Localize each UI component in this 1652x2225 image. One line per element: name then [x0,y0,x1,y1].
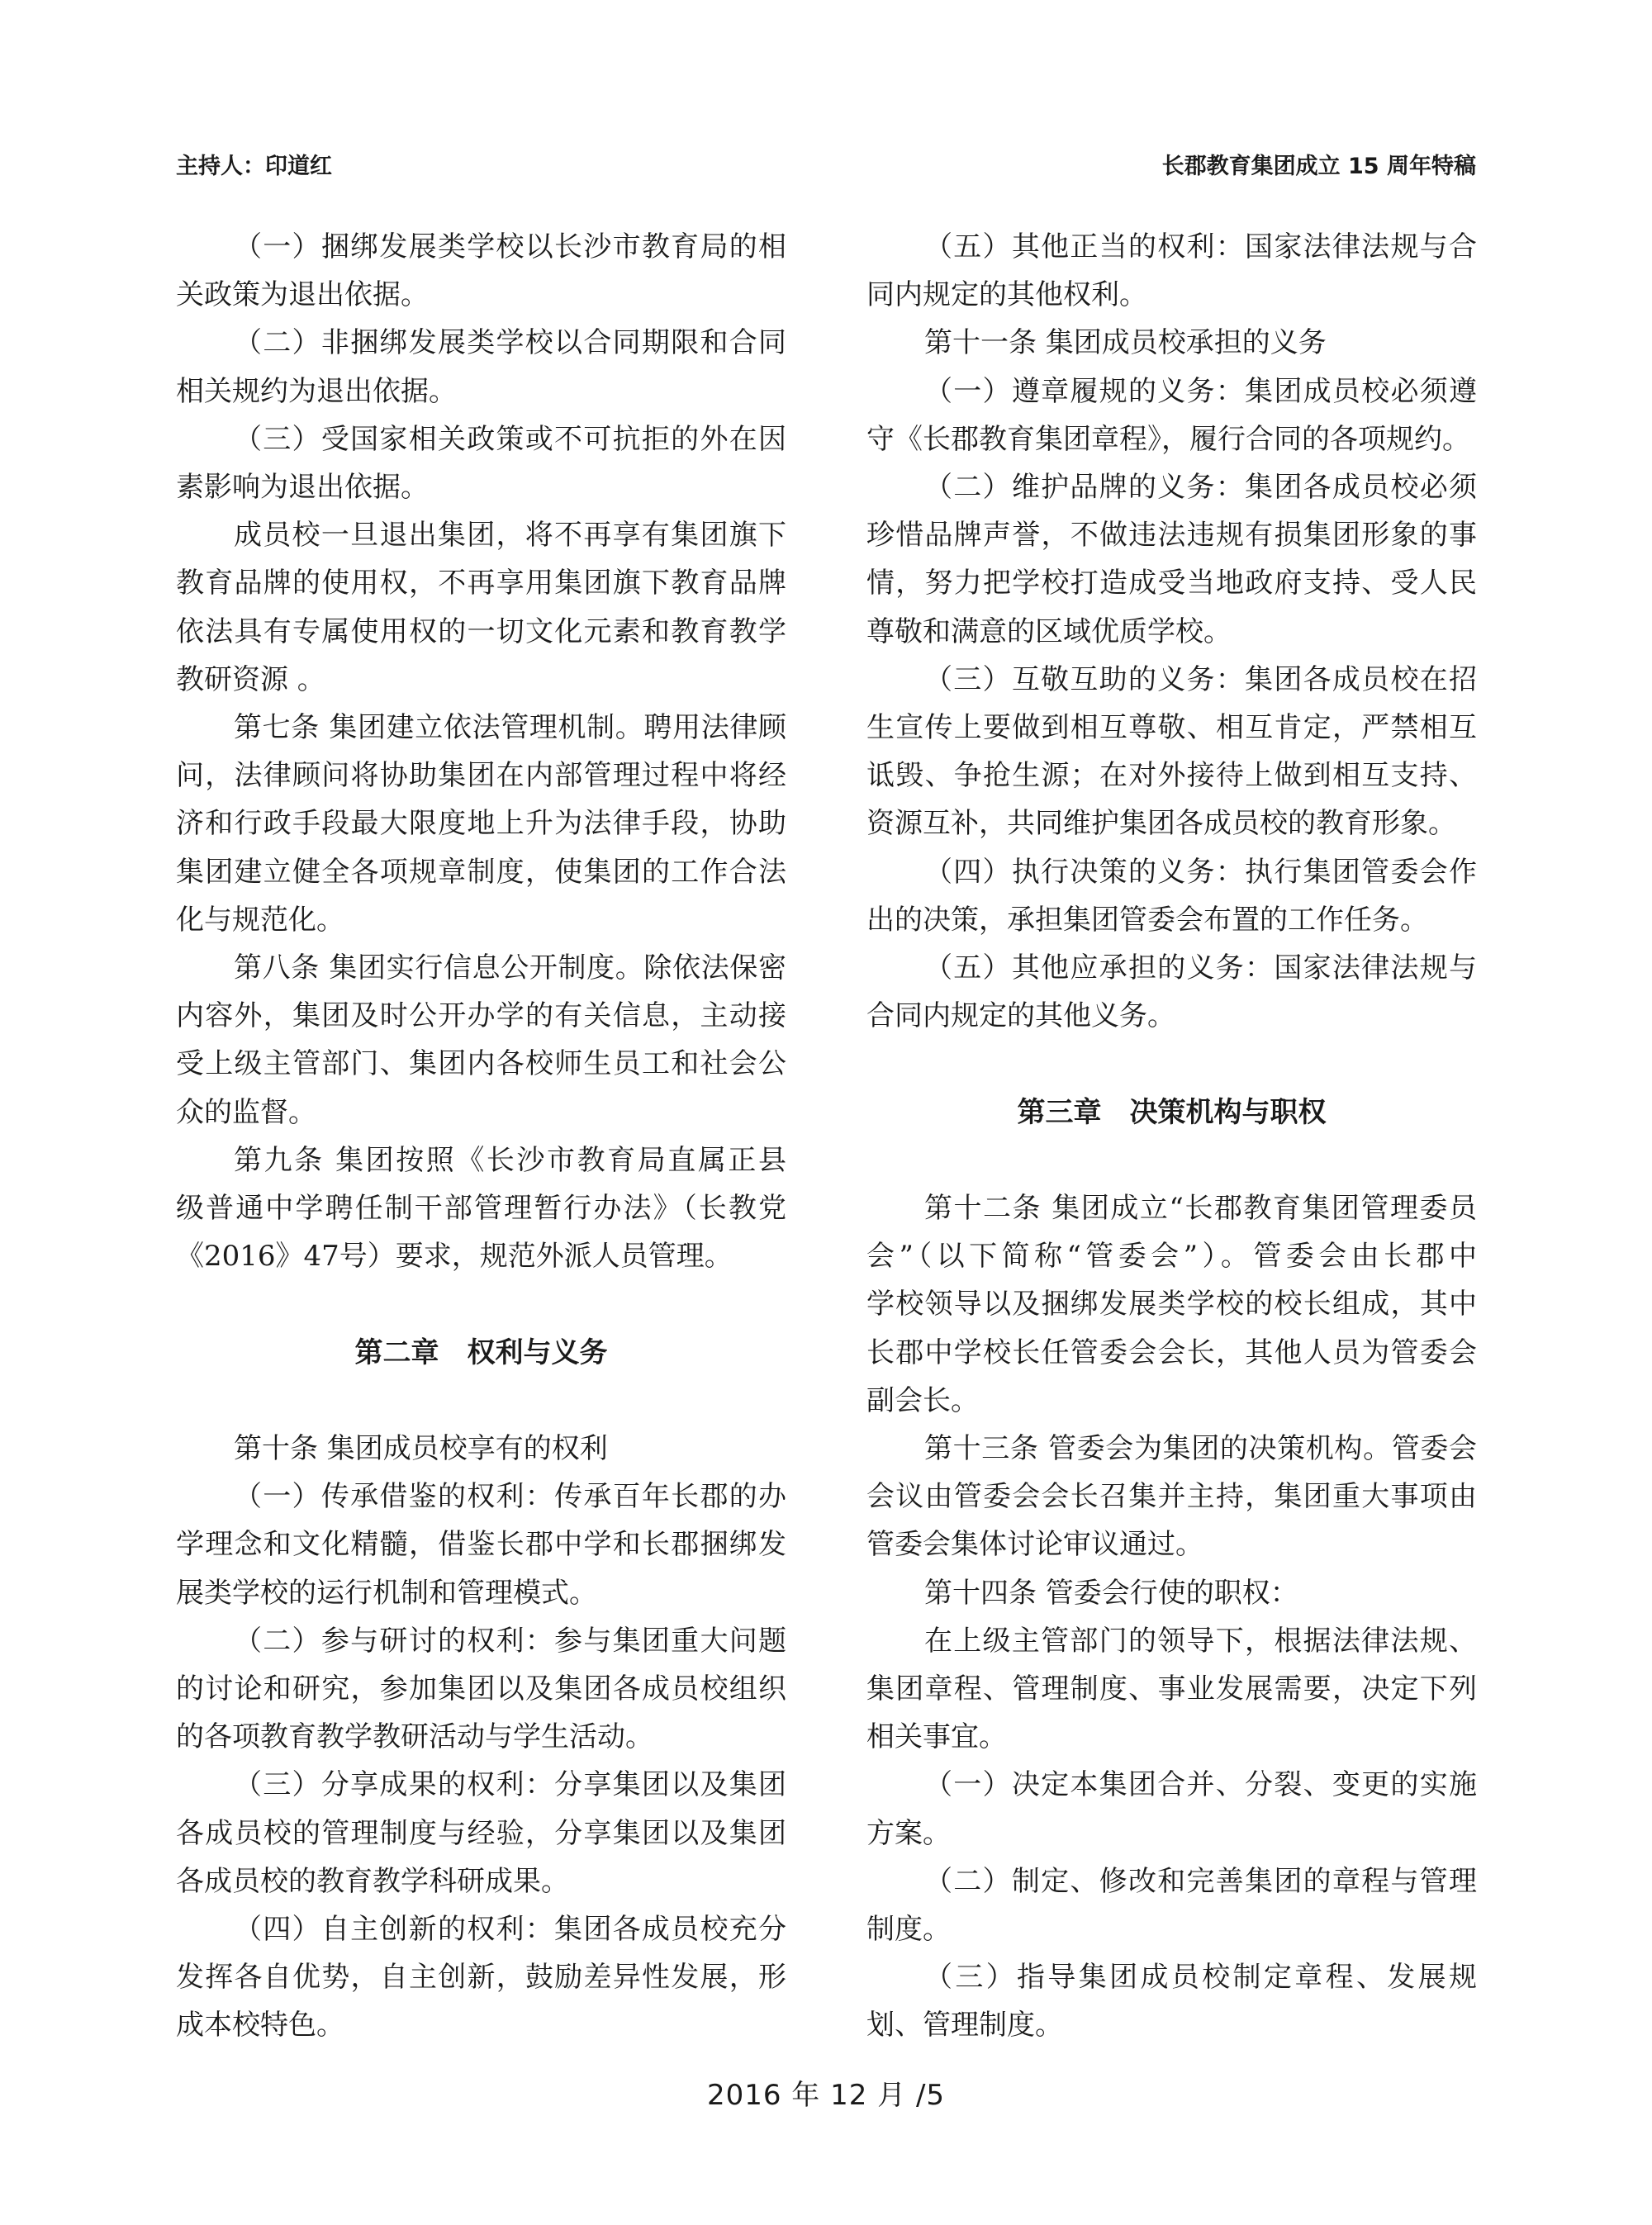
text-line: 教育品牌的使用权，不再享用集团旗下教育品牌 [176,567,786,600]
text-line: 出的决策，承担集团管委会布置的工作任务。 [866,903,1428,937]
text-line: 守《长郡教育集团章程》，履行合同的各项规约。 [866,422,1470,456]
text-line: 诋毁、争抢生源；在对外接待上做到相互支持、 [866,759,1477,793]
text-line: 制度。 [866,1913,951,1946]
text-line: 教研资源 。 [176,662,325,696]
text-line: （一）传承借鉴的权利：传承百年长郡的办 [234,1480,786,1514]
text-line: 问，法律顾问将协助集团在内部管理过程中将经 [176,759,786,793]
text-line: 第九条 集团按照《长沙市教育局直属正县 [234,1143,786,1177]
text-line: 众的监督。 [176,1095,316,1129]
text-line: （四）执行决策的义务：执行集团管委会作 [924,855,1477,889]
text-line: 《2016》47号）要求，规范外派人员管理。 [176,1240,733,1274]
text-line: （三）互敬互助的义务：集团各成员校在招 [924,662,1477,696]
text-line: 内容外，集团及时公开办学的有关信息，主动接 [176,999,786,1033]
text-line: 方案。 [866,1816,951,1850]
text-line: 资源互补，共同维护集团各成员校的教育形象。 [866,807,1456,841]
text-line: 学理念和文化精髓，借鉴长郡中学和长郡捆绑发 [176,1528,786,1562]
text-line: 的讨论和研究，参加集团以及集团各成员校组织 [176,1672,786,1706]
text-line: 第七条 集团建立依法管理机制。聘用法律顾 [234,711,786,744]
text-line: 成本校特色。 [176,2009,344,2042]
text-line: 第十三条 管委会为集团的决策机构。管委会 [924,1432,1477,1465]
text-line: （一）决定本集团合并、分裂、变更的实施 [924,1768,1477,1802]
right-column [866,0,1477,2225]
text-line: （三）指导集团成员校制定章程、发展规 [924,1961,1477,1995]
text-line: （三）受国家相关政策或不可抗拒的外在因 [234,422,786,456]
text-line: 学校领导以及捆绑发展类学校的校长组成，其中 [866,1288,1477,1321]
text-line: 合同内规定的其他义务。 [866,999,1175,1033]
text-line: 各成员校的教育教学科研成果。 [176,1864,569,1898]
chapter-heading: 第二章 权利与义务 [354,1335,608,1369]
text-line: （二）维护品牌的义务：集团各成员校必须 [924,471,1477,504]
text-line: 集团章程、管理制度、事业发展需要，决定下列 [866,1672,1477,1706]
text-line: 划、管理制度。 [866,2009,1063,2042]
text-line: 会”（以下简称“管委会”）。管委会由长郡中 [866,1240,1477,1274]
text-line: （一）捆绑发展类学校以长沙市教育局的相 [234,230,786,263]
text-line: 长郡中学校长任管委会会长，其他人员为管委会 [866,1335,1477,1369]
text-line: （五）其他正当的权利：国家法律法规与合 [924,230,1477,263]
text-line: （二）非捆绑发展类学校以合同期限和合同 [234,326,786,360]
text-line: （一）遵章履规的义务：集团成员校必须遵 [924,374,1477,408]
text-line: （二）制定、修改和完善集团的章程与管理 [924,1864,1477,1898]
text-line: 尊敬和满意的区域优质学校。 [866,614,1232,648]
text-line: 会议由管委会会长召集并主持，集团重大事项由 [866,1480,1477,1514]
text-line: 受上级主管部门、集团内各校师生员工和社会公 [176,1047,786,1081]
text-line: （五）其他应承担的义务：国家法律法规与 [924,951,1477,984]
text-line: 素影响为退出依据。 [176,471,429,504]
text-line: 第十四条 管委会行使的职权： [924,1576,1298,1610]
text-line: 生宣传上要做到相互尊敬、相互肯定，严禁相互 [866,711,1477,744]
page-footer-date-page-number: 2016 年 12 月 /5 [706,2079,946,2112]
text-line: （四）自主创新的权利：集团各成员校充分 [234,1913,786,1946]
host-label: 主持人：印道红 [176,154,332,179]
text-line: 成员校一旦退出集团，将不再享有集团旗下 [234,519,786,553]
text-line: 展类学校的运行机制和管理模式。 [176,1576,597,1610]
text-line: 各成员校的管理制度与经验，分享集团以及集团 [176,1816,786,1850]
special-issue-label: 长郡教育集团成立 15 周年特稿 [1161,154,1476,179]
left-column [176,0,786,2225]
text-line: 同内规定的其他权利。 [866,278,1147,312]
text-line: 管委会集体讨论审议通过。 [866,1528,1203,1562]
text-line: （二）参与研讨的权利：参与集团重大问题 [234,1624,786,1658]
text-line: 在上级主管部门的领导下，根据法律法规、 [924,1624,1477,1658]
text-line: 化与规范化。 [176,903,344,937]
text-line: 依法具有专属使用权的一切文化元素和教育教学 [176,614,786,648]
text-line: 相关规约为退出依据。 [176,374,457,408]
text-line: 第十一条 集团成员校承担的义务 [924,326,1327,360]
text-line: 济和行政手段最大限度地上升为法律手段，协助 [176,807,786,841]
text-line: 级普通中学聘任制干部管理暂行办法》（长教党 [176,1192,786,1225]
text-line: 第十条 集团成员校享有的权利 [234,1432,608,1465]
text-line: 珍惜品牌声誉，不做违法违规有损集团形象的事 [866,519,1477,553]
text-line: 集团建立健全各项规章制度，使集团的工作合法 [176,855,786,889]
text-line: 关政策为退出依据。 [176,278,429,312]
text-line: 副会长。 [866,1383,979,1417]
chapter-heading: 第三章 决策机构与职权 [1017,1095,1327,1129]
text-line: （三）分享成果的权利：分享集团以及集团 [234,1768,786,1802]
text-line: 情，努力把学校打造成受当地政府支持、受人民 [866,567,1477,600]
text-line: 的各项教育教学教研活动与学生活动。 [176,1720,653,1754]
text-line: 第八条 集团实行信息公开制度。除依法保密 [234,951,786,984]
text-line: 相关事宜。 [866,1720,1007,1754]
text-line: 第十二条 集团成立“长郡教育集团管理委员 [924,1192,1477,1225]
text-line: 发挥各自优势，自主创新，鼓励差异性发展，形 [176,1961,786,1995]
